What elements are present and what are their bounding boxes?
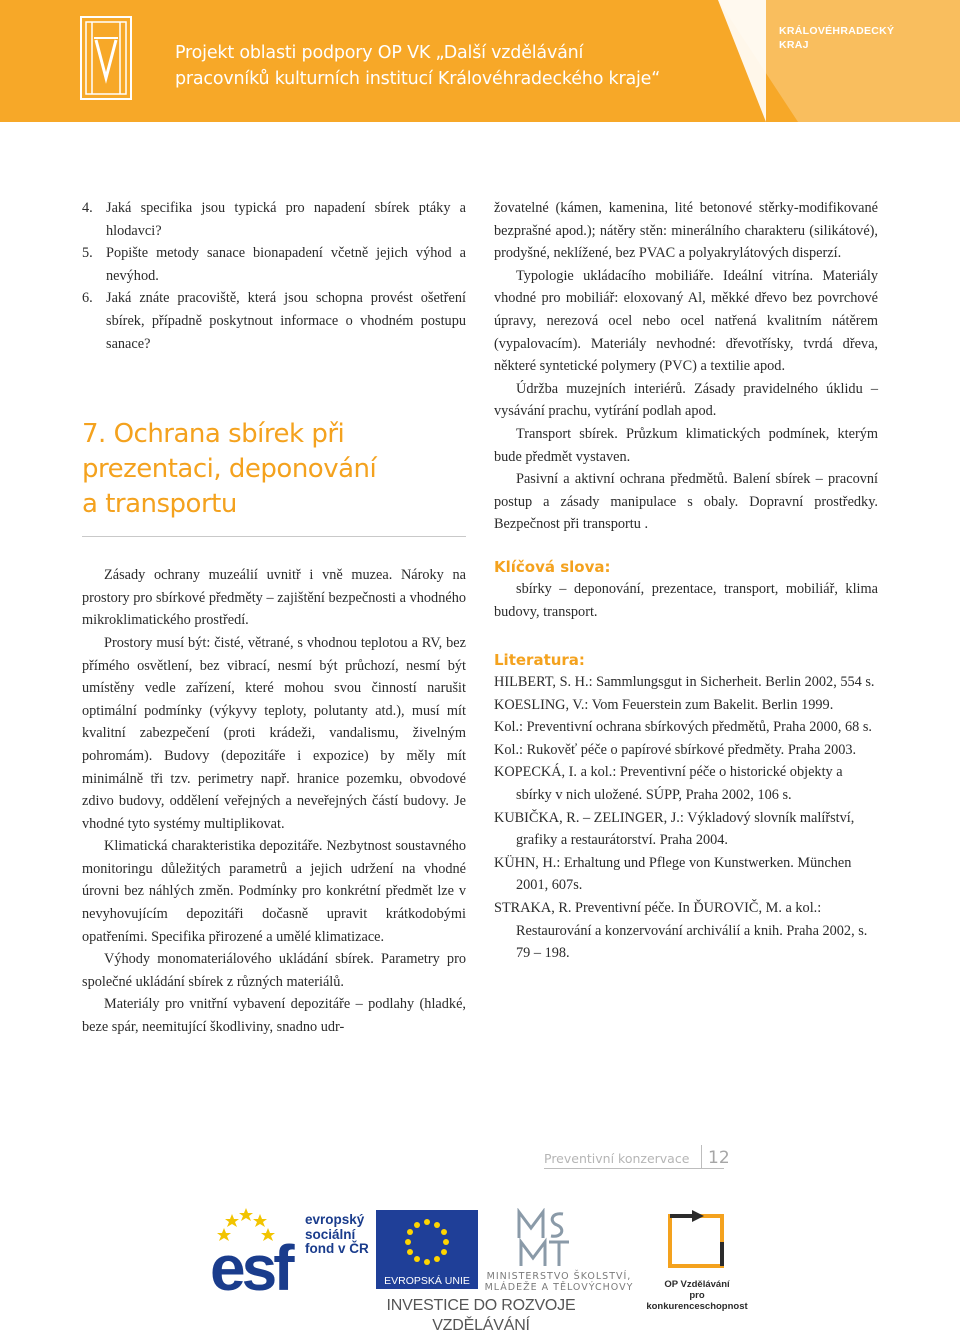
project-title xyxy=(175,40,735,92)
list-item: Kol.: Rukověť péče o papírové sbírkové předměty. Praha 2003. xyxy=(494,741,857,758)
opvk-logo-icon xyxy=(662,1208,730,1272)
section-heading-line3: a transportu xyxy=(82,489,237,520)
list-item xyxy=(82,287,466,355)
section-heading-line2: prezentaci, deponování xyxy=(82,454,377,485)
list-number: 5. xyxy=(82,245,93,262)
eu-label: EVROPSKÁ UNIE xyxy=(376,1273,478,1289)
literature-list xyxy=(494,671,878,965)
museum-logo-icon xyxy=(80,16,132,100)
list-text: Jaká znáte pracoviště, která jsou schopna provést ošetření sbírek, případně poskytnout informace o vhodném postupu sanace? xyxy=(106,290,466,352)
ministry-label-line1: MINISTERSTVO ŠKOLSTVÍ, xyxy=(486,1271,632,1282)
esf-label-line3: fond v ČR xyxy=(305,1241,369,1256)
paragraph: Transport sbírek. Průzkum klimatických podmínek, kterým bude předmět vystaven. xyxy=(494,425,878,465)
paragraph: Údržba muzejních interiérů. Zásady pravidelného úklidu – vysávání prachu, vytírání podlah apod. xyxy=(494,380,878,420)
project-title-line2: pracovníků kulturních institucí Královéhradeckého kraje“ xyxy=(175,69,661,89)
list-text: Jaká specifika jsou typická pro napadení sbírek ptáky a hlodavci? xyxy=(106,200,466,239)
esf-label-line1: evropský xyxy=(305,1212,365,1227)
list-number: 4. xyxy=(82,200,93,216)
list-item: KOESLING, V.: Vom Feuerstein zum Bakelit. Berlin 1999. xyxy=(494,696,834,713)
keywords-text: sbírky – deponování, prezentace, transport, mobiliář, klima budovy, transport. xyxy=(494,580,878,620)
paragraph: Výhody monomateriálového ukládání sbírek. Parametry pro společné ukládání sbírek z různých materiálů. xyxy=(82,951,466,990)
paragraph: Klimatická charakteristika depozitáře. Nezbytnost soustavného monitoringu důležitých parametrů a jejich udržení na vhodné úrovni bez náhlých změn. Podmínky pro konkrétní předmět lze v nevyhovujícím depozitáři dočasně upravit krátkodobými opatřeními. Specifika přirozené a umělé klimatizace. xyxy=(82,838,466,945)
keywords-heading: Klíčová slova: xyxy=(494,557,611,576)
list-item: KUBIČKA, R. – ZELINGER, J.: Výkladový slovník malířství, grafiky a restaurátorství. Praha 2004. xyxy=(494,809,855,849)
list-item: KÜHN, H.: Erhaltung und Pflege von Kunstwerken. München 2001, 607s. xyxy=(494,854,852,894)
heading-divider xyxy=(82,536,466,537)
ministry-label xyxy=(474,1271,644,1293)
header-band xyxy=(0,0,960,122)
region-logo-icon xyxy=(718,0,960,122)
paragraph: Pasivní a aktivní ochrana předmětů. Balení sbírek – pracovní postup a zásady manipulace s obaly. Dopravní prostředky. Bezpečnost při transportu . xyxy=(494,471,878,533)
region-name-line2: KRAJ xyxy=(779,39,809,51)
section-heading-line1: 7. Ochrana sbírek při xyxy=(82,419,345,450)
project-title-line1: Projekt oblasti podpory OP VK „Další vzdělávání xyxy=(175,43,584,63)
esf-label xyxy=(305,1213,383,1257)
section-heading xyxy=(82,417,466,522)
region-name-line1: KRÁLOVÉHRADECKÝ xyxy=(779,25,895,37)
paragraph: Typologie ukládacího mobiliáře. Ideální vitrína. Materiály vhodné pro mobiliář: eloxovaný Al, měkké dřevo bez povrchové úpravy, nerezová ocel nebo ocel natřená kvalitním nátěrem (vypalovacím). Materiály nevhodné: dřevotřísky, tvrdá dřeva, některé syntetické polymery (PVC) a textilie apod. xyxy=(494,267,878,375)
investice-slogan: INVESTICE DO ROZVOJE VZDĚLÁVÁNÍ xyxy=(386,1297,576,1334)
ministry-logo-icon xyxy=(515,1208,571,1270)
list-item xyxy=(82,197,466,242)
esf-label-line2: sociální xyxy=(305,1226,356,1242)
paragraph: Prostory musí být: čisté, větrané, s vhodnou teplotou a RV, bez přímého osvětlení, bez vibrací, nesmí být průchozí, nesmí být umístěny vedle zařízení, které mohou svou činností narušit optimální podmínky (výkyvy teploty, polutanty atd.), musí mít kvalitní zabezpečení (proti krádeži, vandalismu, živelným pohromám). Budovy (depozitáře i expozice) by měly mít minimálně tři tzv. perimetry např. hranice pozemku, obvodové zdivo budovy, oddělení veřejných a neveřejných částí budovy. Je vhodné tyto systémy multiplikovat. xyxy=(82,634,466,832)
ministry-label-line2: MLÁDEŽE A TĚLOVÝCHOVY xyxy=(484,1282,634,1293)
page-number: 12 xyxy=(708,1148,730,1168)
question-list xyxy=(82,197,466,355)
eu-flag-icon xyxy=(376,1210,478,1278)
right-column xyxy=(494,197,878,965)
paragraph: Materiály pro vnitřní vybavení depozitáře – podlahy (hladké, beze spár, neemitující škodliviny, snadno udr- xyxy=(82,996,466,1036)
footer-separator xyxy=(701,1145,702,1169)
footer-label: Preventivní konzervace xyxy=(544,1151,690,1166)
list-text: Popište metody sanace bionapadení včetně jejich výhod a nevýhod. xyxy=(106,245,466,284)
list-item: HILBERT, S. H.: Sammlungsgut in Sicherheit. Berlin 2002, 554 s. xyxy=(494,674,875,691)
opvk-label-line2: pro konkurenceschopnost xyxy=(646,1290,748,1312)
footer-divider xyxy=(544,1168,724,1169)
region-name xyxy=(779,24,899,52)
literature-heading: Literatura: xyxy=(494,651,585,670)
list-item: KOPECKÁ, I. a kol.: Preventivní péče o historické objekty a sbírky v nich uložené. SÚPP, Praha 2002, 106 s. xyxy=(494,764,843,804)
opvk-label-line1: OP Vzdělávání xyxy=(664,1279,730,1290)
list-item: Kol.: Preventivní ochrana sbírkových předmětů, Praha 2000, 68 s. xyxy=(494,719,872,736)
svg-text:esf: esf xyxy=(210,1232,291,1296)
list-item: STRAKA, R. Preventivní péče. In ĎUROVIČ, M. a kol.: Restaurování a konzervování archiválií a knih. Praha 2002, s. 79 – 198. xyxy=(494,900,868,962)
list-item xyxy=(82,242,466,287)
paragraph: Zásady ochrany muzeálií uvnitř i vně muzea. Nároky na prostory pro sbírkové předměty – zajištění bezpečnosti a vhodného mikroklimatického prostředí. xyxy=(82,567,466,629)
opvk-label xyxy=(642,1279,752,1312)
list-number: 6. xyxy=(82,290,93,307)
paragraph: žovatelné (kámen, kamenina, lité betonové stěrky-modifikované bezprašné apod.); nátěry stěn: minerálního charakteru (silikátové), prodyšné, neklížené, bez PVAC a polyakrylátových disperzí. xyxy=(494,200,878,262)
left-column xyxy=(82,197,466,1039)
